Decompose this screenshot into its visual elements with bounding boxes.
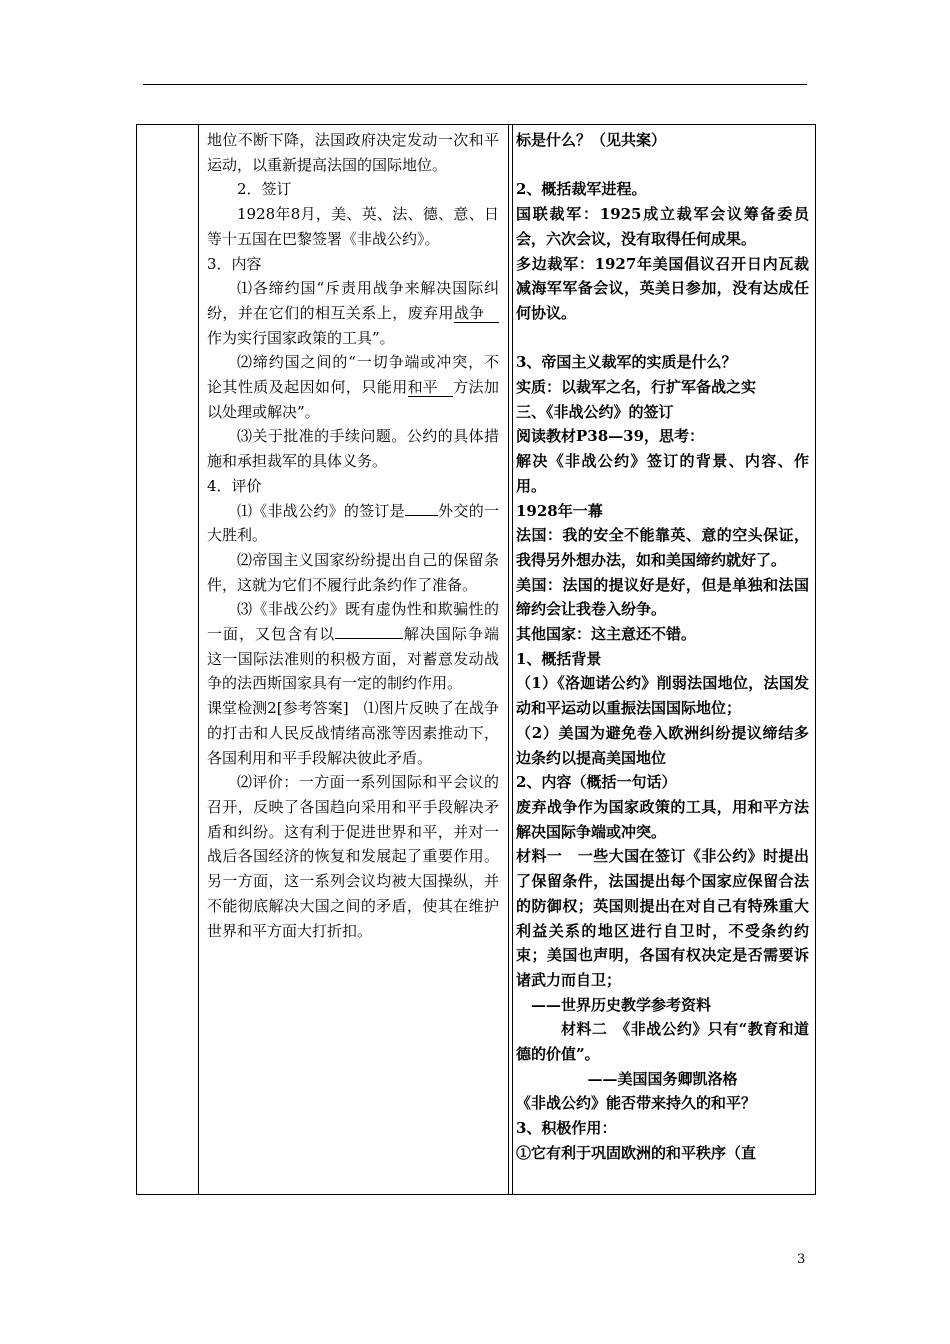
blank-answer: 和平: [408, 378, 453, 397]
paragraph: 废弃战争作为国家政策的工具，用和平方法解决国际争端或冲突。: [516, 797, 809, 841]
right-column-content: [516, 128, 809, 1166]
blank-line: [405, 515, 438, 516]
paragraph: 法国：我的安全不能靠英、意的空头保证，我得另外想办法，如和美国缔约就好了。: [516, 526, 809, 569]
paragraph: 实质：以裁军之名，行扩军备战之实: [516, 378, 757, 397]
paragraph: ①它有利于巩固欧洲的和平秩序（直: [516, 1143, 757, 1162]
page-number: 3: [797, 1252, 806, 1267]
paragraph: 阅读教材P38—39，思考：: [516, 427, 705, 446]
material-quote: 材料一 一些大国在签订《非公约》时提出了保留条件，法国提出每个国家应保留合法的防御权；英国则提出在对自己有特殊重大利益关系的地区进行自卫时，不受条约约束；美国也声明，各国有权决定是否需要诉诸武力而自卫；: [516, 847, 809, 989]
paragraph: 其他国家：这主意还不错。: [516, 625, 697, 644]
section-heading: 3．内容: [207, 254, 262, 273]
paragraph: ⑶《非战公约》既有虚伪性和欺骗性的一面，又包含有以 解决国际争端这一国际法准则的积极方面，对蓄意发动战争的法西斯国家具有一定的制约作用。: [207, 600, 499, 693]
spacer: [516, 153, 809, 178]
paragraph: 解决《非战公约》签订的背景、内容、作用。: [516, 452, 809, 495]
citation: ——美国国务卿凯洛格: [587, 1069, 738, 1088]
paragraph: ⑴《非战公约》的签订是 外交的一大胜利。: [207, 501, 499, 545]
paragraph: 多边裁军：1927年美国倡议召开日内瓦裁减海军军备会议，英美日参加，没有达成任何协议。: [516, 254, 809, 322]
paragraph: （1）《洛迦诺公约》削弱法国地位，法国发动和平运动以重振法国国际地位；: [516, 674, 809, 718]
paragraph: ⑶关于批准的手续问题。公约的具体措施和承担裁军的具体义务。: [207, 427, 499, 471]
column-divider: [198, 124, 199, 1195]
header-rule: [143, 84, 807, 85]
paragraph: 国联裁军：1925成立裁军会议筹备委员会，六次会议，没有取得任何成果。: [516, 205, 809, 248]
section-heading: 三、《非战公约》的签订: [516, 402, 674, 421]
blank-answer: 战争: [454, 304, 499, 323]
paragraph: 1928年8月，美、英、法、德、意、日等十五国在巴黎签署《非战公约》。: [207, 205, 499, 248]
column-divider: [508, 124, 509, 1195]
paragraph: ⑴各缔约国“斥责用战争来解决国际纠纷，并在它们的相互关系上，废弃用战争作为实行国家政策的工具”。: [207, 279, 499, 347]
section-heading: 1、概括背景: [516, 649, 602, 668]
column-divider: [512, 124, 513, 1195]
left-column-content: [207, 128, 499, 943]
section-heading: 4．评价: [207, 476, 262, 495]
paragraph: ⑵帝国主义国家纷纷提出自己的保留条件，这就为它们不履行此条约作了准备。: [207, 550, 499, 594]
section-heading: 3、帝国主义裁军的实质是什么？: [516, 353, 737, 372]
spacer: [516, 326, 809, 351]
section-heading: 2．签订: [237, 180, 292, 199]
paragraph: 地位不断下降，法国政府决定发动一次和平运动，以重新提高法国的国际地位。: [207, 131, 499, 174]
material-quote: 材料二 《非战公约》只有“教育和道德的价值”。: [516, 1020, 809, 1064]
section-heading: 3、积极作用：: [516, 1119, 617, 1138]
paragraph: ⑵评价：一方面一系列国际和平会议的召开，反映了各国趋向采用和平手段解决矛盾和纠纷。这有利于促进世界和平，并对一战后各国经济的恢复和发展起了重要作用。另一方面，这一系列会议均被大国操纵，并不能彻底解决大国之间的矛盾，使其在维护世界和平方面大打折扣。: [207, 773, 499, 940]
paragraph: 美国：法国的提议好是好，但是单独和法国缔约会让我卷入纷争。: [516, 575, 809, 619]
section-heading: 2、概括裁军进程。: [516, 180, 647, 199]
citation: ——世界历史教学参考资料: [531, 995, 712, 1014]
paragraph: ⑵缔约国之间的“一切争端或冲突，不论其性质及起因如何，只能用和平 方法加以处理或解决”。: [207, 353, 499, 421]
paragraph: 标是什么？（见共案）: [516, 131, 667, 149]
paragraph: 1928年一幕: [516, 501, 603, 520]
blank-line: [335, 638, 403, 639]
paragraph: 《非战公约》能否带来持久的和平？: [516, 1094, 757, 1113]
paragraph: （2）美国为避免卷入欧洲纠纷提议缔结多边条约以提高美国地位: [516, 723, 809, 767]
section-heading: 2、内容（概括一句话）: [516, 773, 677, 792]
paragraph: 课堂检测2[参考答案] ⑴图片反映了在战争的打击和人民反战情绪高涨等因素推动下，各国利用和平手段解决彼此矛盾。: [207, 699, 499, 767]
